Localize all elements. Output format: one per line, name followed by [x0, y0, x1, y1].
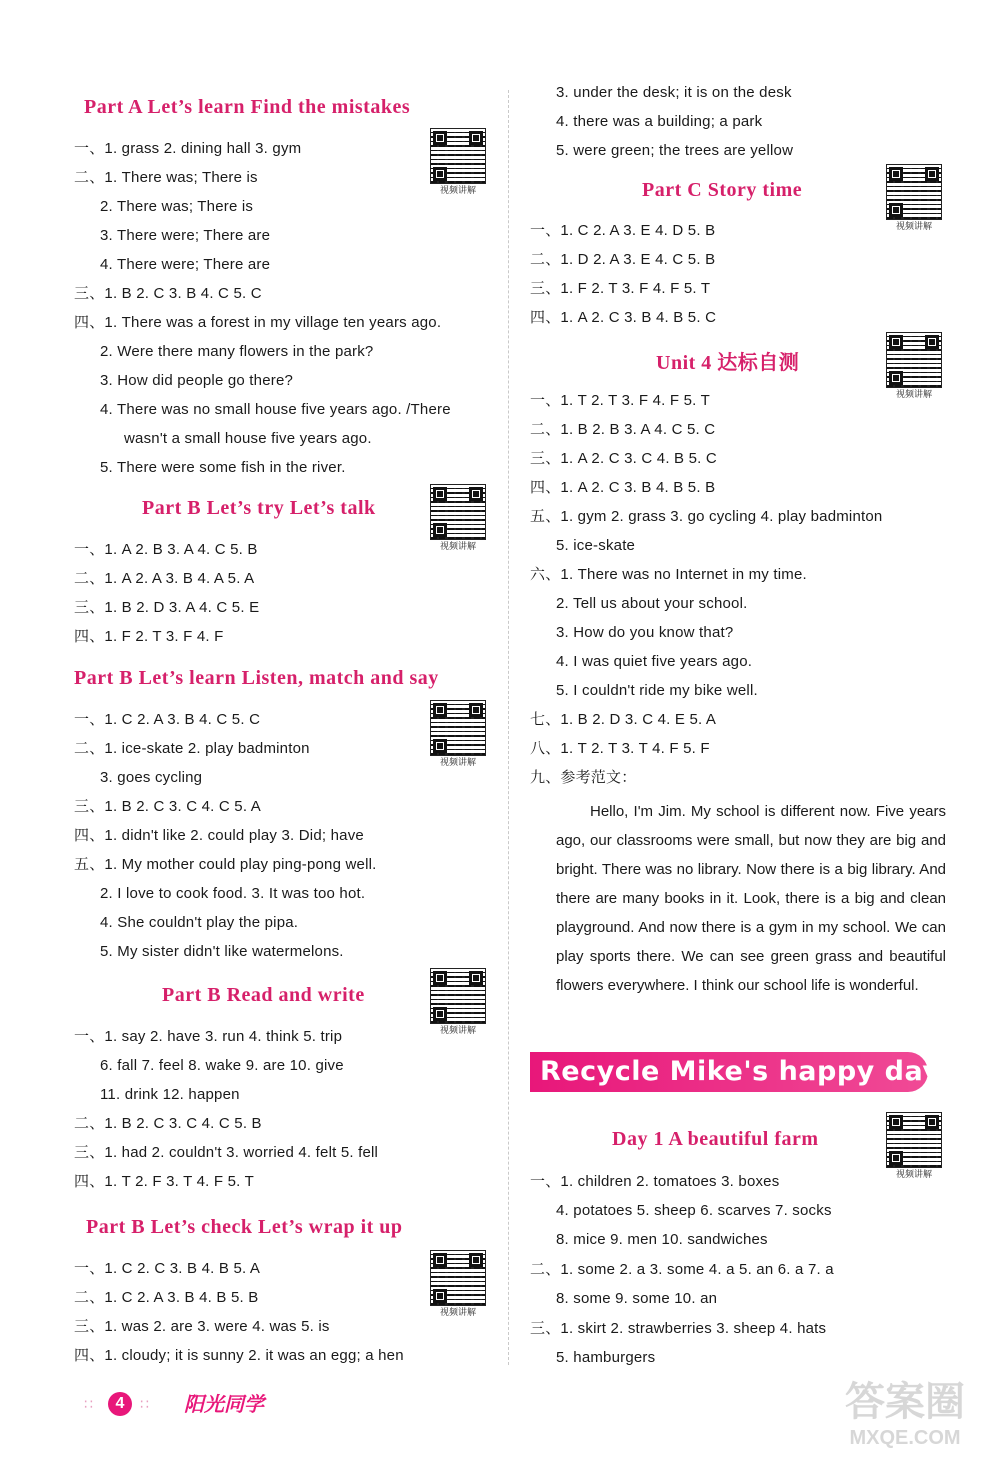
answer-line: 三、1. B 2. D 3. A 4. C 5. E — [74, 599, 260, 616]
answer-line: 四、1. T 2. F 3. T 4. F 5. T — [74, 1173, 254, 1190]
section-title-part-b-learn: Part B Let’s learn Listen, match and say — [74, 667, 439, 689]
section-title-part-a: Part A Let’s learn Find the mistakes — [84, 96, 411, 118]
section-title-part-b-try: Part B Let’s try Let’s talk — [142, 497, 376, 519]
watermark-title: 答案圈 — [845, 1379, 965, 1425]
qr-code-icon — [886, 332, 942, 388]
answer-line: 3. How do you know that? — [556, 624, 734, 641]
qr-caption: 视频讲解 — [439, 1308, 476, 1318]
answer-line: 5. I couldn't ride my bike well. — [556, 682, 758, 699]
answer-line: 5. hamburgers — [556, 1349, 656, 1366]
qr-code-video[interactable] — [430, 484, 486, 558]
answer-line: 一、1. grass 2. dining hall 3. gym — [74, 140, 302, 157]
answer-line: 二、1. B 2. B 3. A 4. C 5. C — [530, 421, 716, 438]
qr-code-icon — [430, 700, 486, 756]
footer-dots-right: ∷ — [140, 1396, 149, 1412]
answer-line: 二、1. There was; There is — [74, 169, 258, 186]
answer-line: 5. My sister didn't like watermelons. — [100, 943, 344, 960]
answer-line: 6. fall 7. feel 8. wake 9. are 10. give — [100, 1057, 344, 1074]
qr-code-video[interactable] — [886, 164, 942, 238]
answer-line: 三、1. had 2. couldn't 3. worried 4. felt 5. fell — [74, 1144, 379, 1161]
answer-line: 六、1. There was no Internet in my time. — [530, 566, 807, 583]
answer-line: 4. potatoes 5. sheep 6. scarves 7. socks — [556, 1202, 832, 1219]
qr-code-video[interactable] — [430, 968, 486, 1042]
answer-line: 2. Were there many flowers in the park? — [100, 343, 374, 360]
qr-code-video[interactable] — [886, 1112, 942, 1186]
answer-line: 2. Tell us about your school. — [556, 595, 748, 612]
answer-line: 4. I was quiet five years ago. — [556, 653, 753, 670]
qr-code-icon — [886, 164, 942, 220]
sample-essay: Hello, I'm Jim. My school is different now. Five years ago, our classrooms were small, but now they are big and bright. There was no library. Now there is a big library. And there are many books in it. Look, there is a big and clean playground. And now there is a gym in my school. We can play sports there. We can see green grass and beautiful flowers everywhere. I think our school life is wonderful. — [556, 803, 946, 994]
section-title-part-b-check: Part B Let’s check Let’s wrap it up — [86, 1216, 403, 1238]
answer-line: 5. There were some fish in the river. — [100, 459, 346, 476]
answer-line: 11. drink 12. happen — [100, 1086, 240, 1103]
answer-line: 一、1. T 2. T 3. F 4. F 5. T — [530, 392, 710, 409]
answer-line: 一、1. children 2. tomatoes 3. boxes — [530, 1173, 780, 1190]
section-title-unit-4: Unit 4 达标自测 — [656, 352, 800, 374]
answer-line: 二、1. ice-skate 2. play badminton — [74, 740, 310, 757]
section-title-day-1: Day 1 A beautiful farm — [612, 1128, 819, 1150]
section-title-part-b-read: Part B Read and write — [162, 984, 365, 1006]
brand-logo: 阳光同学 — [184, 1392, 264, 1416]
answer-line: 四、1. A 2. C 3. B 4. B 5. C — [530, 309, 717, 326]
answer-line: 三、1. A 2. C 3. C 4. B 5. C — [530, 450, 717, 467]
answer-line: 三、1. B 2. C 3. C 4. C 5. A — [74, 798, 261, 815]
qr-code-icon — [430, 1250, 486, 1306]
answer-line: wasn't a small house five years ago. — [124, 430, 372, 447]
qr-caption: 视频讲解 — [439, 186, 476, 196]
answer-line: 八、1. T 2. T 3. T 4. F 5. F — [530, 740, 710, 757]
banner-title: Recycle Mike's happy days — [540, 1056, 958, 1087]
answer-line: 2. There was; There is — [100, 198, 254, 215]
qr-code-icon — [886, 1112, 942, 1168]
qr-code-icon — [430, 968, 486, 1024]
qr-caption: 视频讲解 — [439, 1026, 476, 1036]
answer-line: 三、1. B 2. C 3. B 4. C 5. C — [74, 285, 262, 302]
answer-line: 4. There were; There are — [100, 256, 271, 273]
answer-line: 二、1. C 2. A 3. B 4. B 5. B — [74, 1289, 259, 1306]
answer-line: 四、1. cloudy; it is sunny 2. it was an egg; a hen — [74, 1347, 404, 1364]
answer-line: 一、1. A 2. B 3. A 4. C 5. B — [74, 541, 258, 558]
answer-line: 二、1. D 2. A 3. E 4. C 5. B — [530, 251, 716, 268]
qr-caption: 视频讲解 — [895, 1170, 932, 1180]
answer-line: 5. ice-skate — [556, 537, 636, 554]
answer-line: 一、1. C 2. A 3. E 4. D 5. B — [530, 222, 716, 239]
answer-line: 5. were green; the trees are yellow — [556, 142, 794, 159]
watermark-url: MXQE.COM — [849, 1427, 961, 1449]
answer-line: 二、1. B 2. C 3. C 4. C 5. B — [74, 1115, 262, 1132]
answer-line: 4. There was no small house five years ago. /There — [100, 401, 451, 418]
answer-line: 4. there was a building; a park — [556, 113, 763, 130]
footer-dots-left: ∷ — [84, 1396, 93, 1412]
answer-line: 三、1. skirt 2. strawberries 3. sheep 4. hats — [530, 1320, 827, 1337]
answer-line: 七、1. B 2. D 3. C 4. E 5. A — [530, 711, 717, 728]
answer-line: 一、1. C 2. A 3. B 4. C 5. C — [74, 711, 261, 728]
qr-caption: 视频讲解 — [895, 390, 932, 400]
section-title-part-c: Part C Story time — [642, 179, 803, 201]
answer-line: 四、1. didn't like 2. could play 3. Did; have — [74, 827, 364, 844]
answer-line: 8. mice 9. men 10. sandwiches — [556, 1231, 768, 1248]
answer-line: 一、1. C 2. C 3. B 4. B 5. A — [74, 1260, 261, 1277]
qr-code-video[interactable] — [430, 128, 486, 202]
qr-code-video[interactable] — [430, 1250, 486, 1324]
answer-line: 四、1. There was a forest in my village ten years ago. — [74, 314, 442, 331]
answer-line: 四、1. F 2. T 3. F 4. F — [74, 628, 224, 645]
answer-line: 2. I love to cook food. 3. It was too hot. — [100, 885, 366, 902]
answer-line: 五、1. My mother could play ping-pong well. — [74, 856, 377, 873]
answer-line: 三、1. was 2. are 3. were 4. was 5. is — [74, 1318, 330, 1335]
answer-line: 九、参考范文： — [530, 769, 637, 786]
answer-line: 3. goes cycling — [100, 769, 203, 786]
recycle-banner — [530, 1052, 958, 1092]
answer-line: 8. some 9. some 10. an — [556, 1290, 718, 1307]
qr-code-video[interactable] — [886, 332, 942, 406]
qr-code-video[interactable] — [430, 700, 486, 774]
answer-line: 3. How did people go there? — [100, 372, 294, 389]
answer-line: 4. She couldn't play the pipa. — [100, 914, 299, 931]
answer-line: 三、1. F 2. T 3. F 4. F 5. T — [530, 280, 711, 297]
column-divider — [508, 90, 509, 1365]
watermark — [820, 1378, 990, 1458]
qr-caption: 视频讲解 — [895, 222, 932, 232]
page-number: 4 — [108, 1392, 132, 1416]
answer-line: 3. There were; There are — [100, 227, 271, 244]
answer-line: 四、1. A 2. C 3. B 4. B 5. B — [530, 479, 716, 496]
qr-code-icon — [430, 484, 486, 540]
answer-line: 一、1. say 2. have 3. run 4. think 5. trip — [74, 1028, 343, 1045]
qr-code-icon — [430, 128, 486, 184]
answer-line: 五、1. gym 2. grass 3. go cycling 4. play badminton — [530, 508, 883, 525]
answer-line: 3. under the desk; it is on the desk — [556, 84, 792, 101]
qr-caption: 视频讲解 — [439, 542, 476, 552]
answer-line: 二、1. some 2. a 3. some 4. a 5. an 6. a 7. a — [530, 1261, 834, 1278]
qr-caption: 视频讲解 — [439, 758, 476, 768]
answer-line: 二、1. A 2. A 3. B 4. A 5. A — [74, 570, 255, 587]
